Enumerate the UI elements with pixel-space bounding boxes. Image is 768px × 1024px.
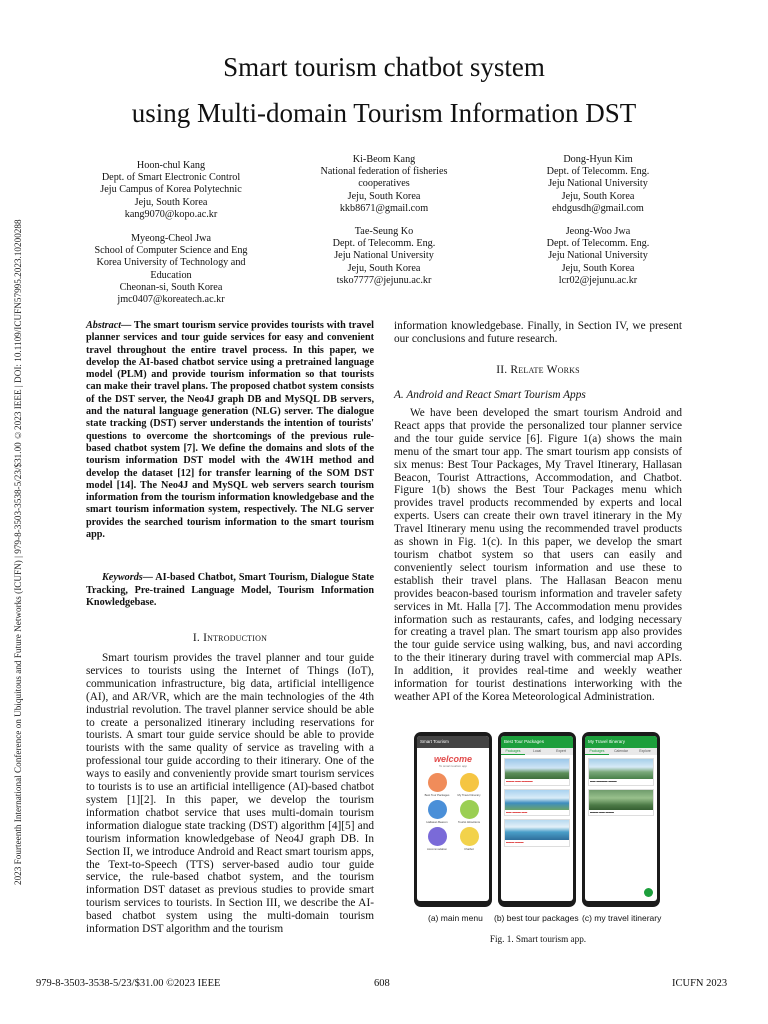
- author-affiliation: Korea University of Technology and: [96, 257, 246, 269]
- footer-page-number: 608: [374, 978, 390, 989]
- author-affiliation: National federation of fisheries: [320, 166, 448, 178]
- author-block-2: [299, 154, 469, 215]
- figure-subcaption-b: (b) best tour packages: [494, 913, 579, 923]
- itinerary-card-text-placeholder: ▬▬▬ ▬▬ ▬▬▬: [590, 809, 614, 814]
- author-location: Jeju, South Korea: [347, 262, 421, 274]
- phone-main-menu: [414, 732, 492, 907]
- app-topbar: Smart Tourism: [417, 736, 489, 748]
- menu-item-label: Chatbot: [464, 847, 474, 851]
- introduction-continuation: information knowledgebase. Finally, in Section IV, we present our conclusions and future research.: [394, 320, 682, 345]
- tab-packages: Packages: [501, 748, 525, 755]
- doi-sidebar: 2023 Fourteenth International Conference on Ubiquitous and Future Networks (ICUFN) | 979-8-3503-3538-5/23/$31.00 ©2023 IEEE | DOI: 10.1109/ICUFN57995.2023.10200288: [13, 219, 23, 885]
- add-itinerary-button: [644, 888, 653, 897]
- author-affiliation: Jeju Campus of Korea Polytechnic: [100, 184, 242, 196]
- package-card-text-placeholder: ▬▬ ▬▬▬ ▬▬: [506, 809, 528, 814]
- itinerary-photo: [589, 759, 653, 779]
- menu-item-label: Tourist Attractions: [457, 820, 481, 824]
- author-block-4: [86, 233, 256, 306]
- paper-title-line-1: Smart tourism chatbot system: [223, 52, 545, 82]
- author-location: Jeju, South Korea: [134, 196, 208, 208]
- author-name: Ki-Beom Kang: [352, 154, 416, 165]
- package-card: [504, 789, 570, 817]
- beacon-icon: [428, 800, 447, 819]
- figure-smart-tourism-app: [410, 732, 665, 907]
- figure-subcaption-c: (c) my travel itinerary: [582, 913, 662, 923]
- paper-title-line-2: using Multi-domain Tourism Information DST: [131, 98, 637, 128]
- author-affiliation: Education: [150, 269, 192, 281]
- main-menu-grid: [417, 768, 489, 856]
- author-affiliation: Jeju National University: [334, 250, 434, 262]
- menu-item-best-tour-packages: [423, 773, 451, 797]
- package-photo: [505, 820, 569, 840]
- package-card: [504, 758, 570, 786]
- author-affiliation: Dept. of Smart Electronic Control: [101, 172, 241, 184]
- menu-item-my-travel-itinerary: [455, 773, 483, 797]
- author-email: tsko7777@jejunu.ac.kr: [336, 274, 432, 286]
- footer-conference: ICUFN 2023: [672, 978, 728, 989]
- subsection-heading-apps: A. Android and React Smart Tourism Apps: [394, 389, 586, 401]
- abstract-lead: Abstract—: [86, 320, 132, 331]
- author-affiliation: Jeju National University: [548, 178, 648, 190]
- abstract-body: The smart tourism service provides tourists with travel planner services and tour guide services for easy and convenient travel throughout the entire travel process. In this paper, we develop the AI-based chatbot service using a pretrained language model (PLM) and provide tourism information so that tourists can make their travel plans. The proposed chatbot system consists of the DST server, the Neo4J graph DB and MySQL DB servers, and the natural language generation (NLG) server. The dialogue state tracking (DST) server understands the intention of tourists' questions to overcome the shortcomings of the previous rule-based chatbot system [7]. We define the domains and slots of the tourism information DST model with the 4W1H method and develop the dataset [12] for transfer learning of the SOM DST model [14]. The Neo4J and MySQL web servers search tourism information from the tourism information knowledgebase and the smart tourism information system, respectively. The NLG server provides the searched tourism information to the smart tourism app.: [86, 320, 374, 541]
- author-name: Tae-Seung Ko: [354, 226, 414, 237]
- related-works-paragraph: We have been developed the smart tourism Android and React apps that provide the personalized tour planner service and the tour guide service [6]. Figure 1(a) shows the main menu of the smart tour app. The smart tourism app consists of six menus: Best Tour Packages, My Travel Itinerary, Hallasan Beacon, Tourist Attractions, Accommodation, and Chatbot. Figure 1(b) shows the Best Tour Packages menu which provides travel products recommended by experts and local experts. Users can create their own travel itinerary in the My Travel Itinerary menu using the recommended travel products as shown in Fig. 1(c). In this paper, we develop the smart tourism chatbot system so that users can easily and conveniently select tourism information and use these to establish their travel plans. The Hallasan Beacon menu provides beacon-based tourism information and traveler safety services in Mt. Halla [7]. The Accommodation menu provides information such as restaurants, cafes, and lodging necessary for creating a travel plan. The smart tourism app also provides the tour guide service using walking, bus, and navi according to the their itinerary during travel with commercial map APIs. In addition, it provides real-time and weekly weather information for tourist destinations interworking with the weather API of the Korea Meteorological Administration.: [394, 407, 682, 703]
- attractions-icon: [460, 800, 479, 819]
- author-email: ehdgusdh@gmail.com: [552, 202, 644, 214]
- phone-screen: [501, 736, 573, 901]
- tab-calendar: Calendar: [614, 749, 628, 753]
- author-block-6: [513, 226, 683, 287]
- app-topbar: Best Tour Packages: [501, 736, 573, 748]
- author-affiliation: cooperatives: [358, 178, 410, 190]
- author-affiliation: Dept. of Telecomm. Eng.: [332, 238, 436, 250]
- menu-item-label: Best Tour Packages: [424, 793, 450, 797]
- welcome-banner: welcome: [433, 754, 473, 764]
- menu-item-label: My Travel Itinerary: [457, 793, 481, 797]
- menu-item-label: Accommodation: [426, 847, 448, 851]
- author-name: Hoon-chul Kang: [136, 160, 206, 171]
- keywords: [86, 572, 374, 610]
- author-block-1: [86, 160, 256, 221]
- author-email: kkb8671@gmail.com: [339, 202, 429, 214]
- author-name: Myeong-Cheol Jwa: [130, 233, 212, 244]
- introduction-paragraph: Smart tourism provides the travel planner and tour guide services to tourists using the Internet of Things (IoT), communication infrastructure, big data, artificial intelligence (AI), and AR/VR, which are the main technologies of the 4th industrial revolution. The travel planner service should be able to create a personalized itinerary including reservations for tourists. A smart tour guide service should be able to provide tourists with the same quality of service as traveling with a professional tour guide according to their itinerary. One of the ways to easily and conveniently provide smart tourism services to tourists is to use an artificial intelligence (AI)-based chatbot system [1][2]. In this paper, we develop the tourism information chatbot service that uses multi-domain tourism information dialogue state tracking (DST) algorithm [4][5] and tourism information knowledgebase of Neo4J graph DB. In Section II, we introduce Android and React smart tourism apps, the Text-to-Speech (TTS) server-based audio tour guide service, the rule-based chatbot system, and the tourism information DST dataset as previous studies to provide smart tourism services to tourists. In Section III, we describe the AI-based chatbot system using the multi-domain tourism information DST algorithm and the tourism: [86, 652, 374, 936]
- menu-item-tourist-attractions: [455, 800, 483, 824]
- author-location: Jeju, South Korea: [347, 190, 421, 202]
- author-affiliation: School of Computer Science and Eng: [94, 245, 248, 257]
- chatbot-icon: [460, 827, 479, 846]
- author-name: Jeong-Woo Jwa: [565, 226, 631, 237]
- keywords-lead: Keywords—: [102, 572, 153, 583]
- author-affiliation: Dept. of Telecomm. Eng.: [546, 238, 650, 250]
- keywords-body: AI-based Chatbot, Smart Tourism, Dialogue State Tracking, Pre-trained Language Model, Tourism Information Knowledgebase.: [86, 572, 374, 608]
- itinerary-icon: [460, 773, 479, 792]
- author-email: jmc0407@koreatech.ac.kr: [117, 294, 225, 306]
- menu-item-accommodation: [423, 827, 451, 851]
- figure-subcaption-a: (a) main menu: [428, 913, 483, 923]
- itinerary-card: [588, 789, 654, 817]
- package-card: [504, 819, 570, 847]
- menu-item-hallasan-beacon: [423, 800, 451, 824]
- author-affiliation: Jeju National University: [548, 250, 648, 262]
- author-affiliation: Dept. of Telecomm. Eng.: [546, 166, 650, 178]
- tab-packages: Packages: [585, 748, 609, 755]
- tab-explore: Explore: [639, 749, 651, 753]
- welcome-subtitle: To smart tourism app: [438, 764, 467, 768]
- figure-caption: Fig. 1. Smart tourism app.: [489, 934, 587, 944]
- author-block-5: [299, 226, 469, 287]
- itinerary-photo: [589, 790, 653, 810]
- tour-packages-icon: [428, 773, 447, 792]
- package-photo: [505, 790, 569, 810]
- section-heading-introduction: I. Introduction: [192, 632, 268, 644]
- author-location: Cheonan-si, South Korea: [119, 281, 223, 293]
- author-email: lcr02@jejunu.ac.kr: [558, 274, 638, 286]
- phone-screen: [585, 736, 657, 901]
- tab-local: Local: [532, 749, 542, 753]
- package-photo: [505, 759, 569, 779]
- section-heading-related-works: II. Relate Works: [496, 364, 580, 376]
- package-card-text-placeholder: ▬▬▬ ▬▬▬: [506, 840, 524, 844]
- tab-bar: [585, 748, 657, 755]
- author-location: Jeju, South Korea: [561, 190, 635, 202]
- itinerary-card: [588, 758, 654, 786]
- package-card-text-placeholder: ▬▬▬ ▬▬ ▬▬▬▬: [506, 779, 533, 783]
- phone-best-tour-packages: [498, 732, 576, 907]
- menu-item-label: Hallasan Beacon: [426, 820, 448, 824]
- tab-expert: Expert: [556, 749, 566, 753]
- itinerary-card-text-placeholder: ▬▬ ▬▬▬▬ ▬▬▬: [590, 779, 617, 783]
- phone-screen: [417, 736, 489, 901]
- tab-bar: [501, 748, 573, 755]
- author-block-3: [513, 154, 683, 215]
- menu-item-chatbot: [455, 827, 483, 851]
- footer-copyright: 979-8-3503-3538-5/23/$31.00 ©2023 IEEE: [36, 978, 221, 989]
- abstract: [86, 320, 374, 541]
- app-topbar: My Travel Itinerary: [585, 736, 657, 748]
- phone-my-travel-itinerary: [582, 732, 660, 907]
- author-location: Jeju, South Korea: [561, 262, 635, 274]
- author-email: kang9070@kopo.ac.kr: [124, 208, 218, 220]
- author-name: Dong-Hyun Kim: [563, 154, 633, 165]
- accommodation-icon: [428, 827, 447, 846]
